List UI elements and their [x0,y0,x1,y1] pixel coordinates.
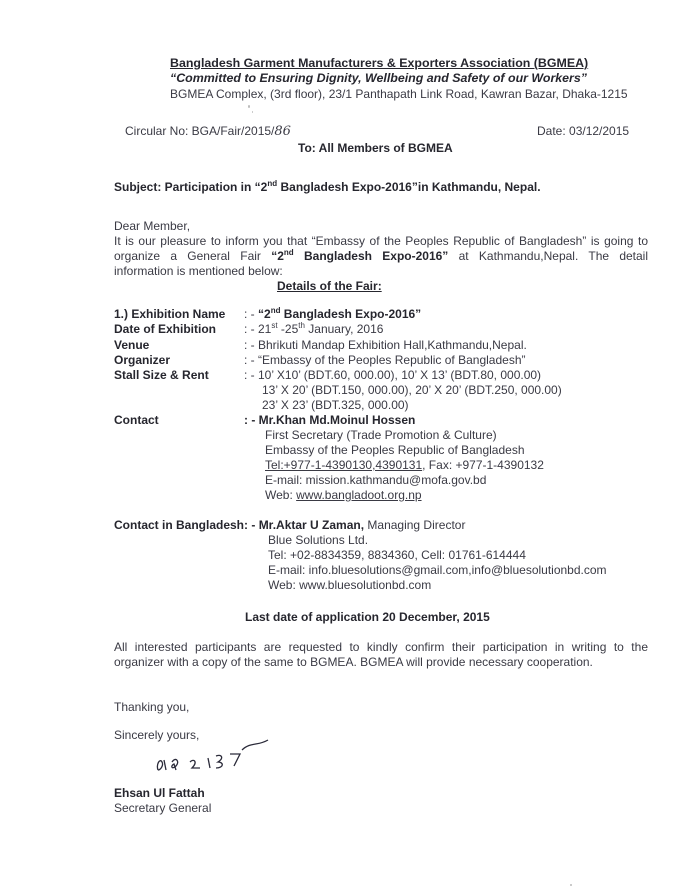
application-deadline: Last date of application 20 December, 2015 [245,610,490,624]
bd-contact-web: Web: www.bluesolutionbd.com [268,578,432,592]
subject-line: Subject: Participation in “2nd Bangladesh Expo-2016”in Kathmandu, Nepal. [114,179,541,194]
stall-rent-line-2: 13’ X 20’ (BDT.150, 000.00), 20’ X 20’ (BDT.250, 000.00) [262,383,562,397]
circular-handwritten-number: 86 [274,124,291,139]
signatory-name: Ehsan Ul Fattah [114,786,205,800]
stall-size-label: Stall Size & Rent [114,368,209,382]
exhibition-name-value: : - “2nd Bangladesh Expo-2016” [244,306,422,321]
venue-label: Venue [114,338,150,352]
bd-contact-line: Contact in Bangladesh: - Mr.Aktar U Zaman, Managing Director [114,518,466,532]
circular-date: Date: 03/12/2015 [537,124,630,138]
organizer-value: : - “Embassy of the Peoples Republic of Bangladesh” [244,353,526,367]
exhibition-name-label: 1.) Exhibition Name [114,307,226,321]
scan-speck [248,105,250,108]
contact-web: Web: www.bangladoot.org.np [265,488,422,502]
details-heading: Details of the Fair: [277,279,382,293]
closing-line-2: organizer with a copy of the same to BGMEA. BGMEA will provide necessary cooperation. [114,655,593,669]
bd-contact-label: Contact in Bangladesh [114,518,245,532]
bd-contact-email: E-mail: info.bluesolutions@gmail.com,info@bluesolutionbd.com [268,563,607,577]
intro-paragraph [114,234,648,279]
closing-line-1: All interested participants are requested to kindly confirm their participation in writing to the [114,640,648,654]
closing-paragraph [114,640,648,670]
handwritten-signature [150,736,280,776]
intro-line-1: It is our pleasure to inform you that “Embassy of the Peoples Republic of Bangladesh” is going to [114,234,648,248]
circular-label: Circular No: BGA/Fair/2015/ [125,124,275,138]
bd-contact-phone: Tel: +02-8834359, 8834360, Cell: 01761-614444 [268,548,526,562]
scan-speck [252,111,253,113]
intro-line-3: information is mentioned below: [114,264,283,278]
exhibition-date-label: Date of Exhibition [114,322,216,336]
signatory-title: Secretary General [114,801,212,815]
contact-web-link[interactable]: www.bangladoot.org.np [296,488,422,502]
exhibition-date-value: : - 21st -25th January, 2016 [244,321,384,336]
organization-name: Bangladesh Garment Manufacturers & Exporters Association (BGMEA) [170,56,589,70]
greeting: Dear Member, [114,219,191,233]
recipient-line: To: All Members of BGMEA [298,141,453,155]
sincerely-line: Sincerely yours, [114,728,200,742]
circular-number [125,124,291,139]
organization-motto: “Committed to Ensuring Dignity, Wellbeing and Safety of our Workers” [170,71,587,85]
signature-scribble-icon [150,736,280,776]
stall-rent-line-1: : - 10’ X10’ (BDT.60, 000.00), 10’ X 13’ (BDT.80, 000.00) [244,368,542,382]
venue-value: : - Bhrikuti Mandap Exhibition Hall,Kathmandu,Nepal. [244,338,527,352]
bd-contact-name: Mr.Aktar U Zaman, [258,518,365,532]
contact-organization: Embassy of the Peoples Republic of Bangladesh [265,443,525,457]
organizer-label: Organizer [114,353,171,367]
scan-speck [570,884,572,886]
bd-contact-role: Managing Director [364,518,466,532]
thanks-line: Thanking you, [114,700,190,714]
contact-phone-link[interactable]: Tel:+977-1-4390130,4390131 [265,458,423,472]
contact-phone-fax: Tel:+977-1-4390130,4390131, Fax: +977-1-4390132 [265,458,544,472]
contact-label: Contact [114,413,159,427]
contact-title: First Secretary (Trade Promotion & Culture) [265,428,497,442]
organization-address: BGMEA Complex, (3rd floor), 23/1 Panthapath Link Road, Kawran Bazar, Dhaka-1215 [170,87,628,101]
intro-line-2: organize a General Fair “2nd Bangladesh Expo-2016” at Kathmandu,Nepal. The detail [114,248,649,263]
contact-name: : - Mr.Khan Md.Moinul Hossen [244,413,416,427]
stall-rent-line-3: 23’ X 23’ (BDT.325, 000.00) [262,398,409,412]
contact-email: E-mail: mission.kathmandu@mofa.gov.bd [265,473,487,487]
bd-contact-company: Blue Solutions Ltd. [268,533,369,547]
